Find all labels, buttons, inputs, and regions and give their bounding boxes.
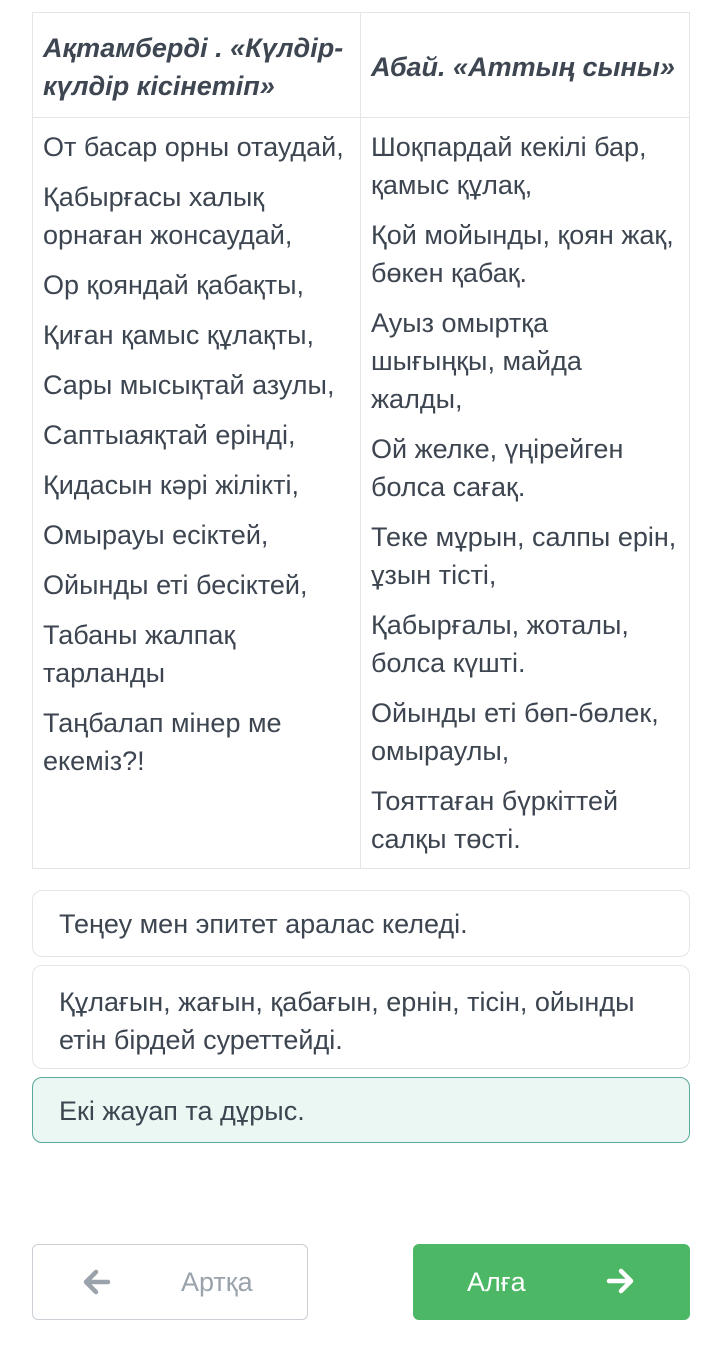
next-button[interactable] [413, 1244, 690, 1320]
table-row [33, 118, 690, 869]
poem-line: Ойынды еті бесіктей, [43, 570, 308, 600]
arrow-left-icon [81, 1267, 111, 1304]
poem-line: Қидасын кәрі жілікті, [43, 470, 300, 500]
answer-option-label: Екі жауап та дұрыс. [59, 1096, 305, 1126]
answer-option-label: Құлағын, жағын, қабағын, ернін, тісін, ойынды етін бірдей суреттейді. [59, 987, 635, 1055]
poem-line: Қой мойынды, қоян жақ, бөкен қабақ. [371, 220, 674, 288]
poem-line: Омырауы есіктей, [43, 520, 269, 550]
poem-line: Ауыз омыртқа шығыңқы, майда жалды, [371, 308, 582, 414]
back-button-label: Артқа [181, 1266, 253, 1297]
poem-comparison-table [32, 12, 690, 869]
poem-line: Қабырғасы халық орнаған жонсаудай, [43, 182, 293, 250]
poem-line: Сары мысықтай азулы, [43, 370, 335, 400]
column-a-header: Ақтамберді . «Күлдір-күлдір кісінетіп» [33, 13, 361, 118]
poem-line: Теке мұрын, салпы ерін, ұзын тісті, [371, 522, 677, 590]
poem-line: Саптыаяқтай ерінді, [43, 420, 296, 450]
poem-line: Ойынды еті бөп-бөлек, омыраулы, [371, 698, 659, 766]
poem-line: Қиған қамыс құлақты, [43, 320, 315, 350]
poem-line: Таңбалап мінер ме екеміз?! [43, 708, 282, 776]
column-b-header: Абай. «Аттың сыны» [361, 13, 690, 118]
next-button-label: Алға [467, 1266, 526, 1297]
poem-line: Қабырғалы, жоталы, болса күшті. [371, 610, 629, 678]
poem-line: Ой желке, үңірейген болса сағақ. [371, 434, 624, 502]
poem-line: Табаны жалпақ тарланды [43, 620, 236, 688]
poem-line: Ор қояндай қабақты, [43, 270, 305, 300]
arrow-right-icon [605, 1266, 637, 1303]
answer-option-3-selected[interactable] [32, 1077, 690, 1143]
poem-line: Шоқпардай кекілі бар, қамыс құлақ, [371, 132, 647, 200]
table-header-row [33, 13, 690, 118]
answer-option-label: Теңеу мен эпитет аралас келеді. [59, 909, 468, 939]
column-b-cell [361, 118, 690, 869]
answer-option-1[interactable] [32, 890, 690, 957]
poem-line: От басар орны отаудай, [43, 132, 344, 162]
column-a-cell [33, 118, 361, 869]
answer-option-2[interactable] [32, 965, 690, 1069]
poem-line: Тояттаған бүркіттей салқы төсті. [371, 786, 619, 854]
back-button[interactable] [32, 1244, 308, 1320]
